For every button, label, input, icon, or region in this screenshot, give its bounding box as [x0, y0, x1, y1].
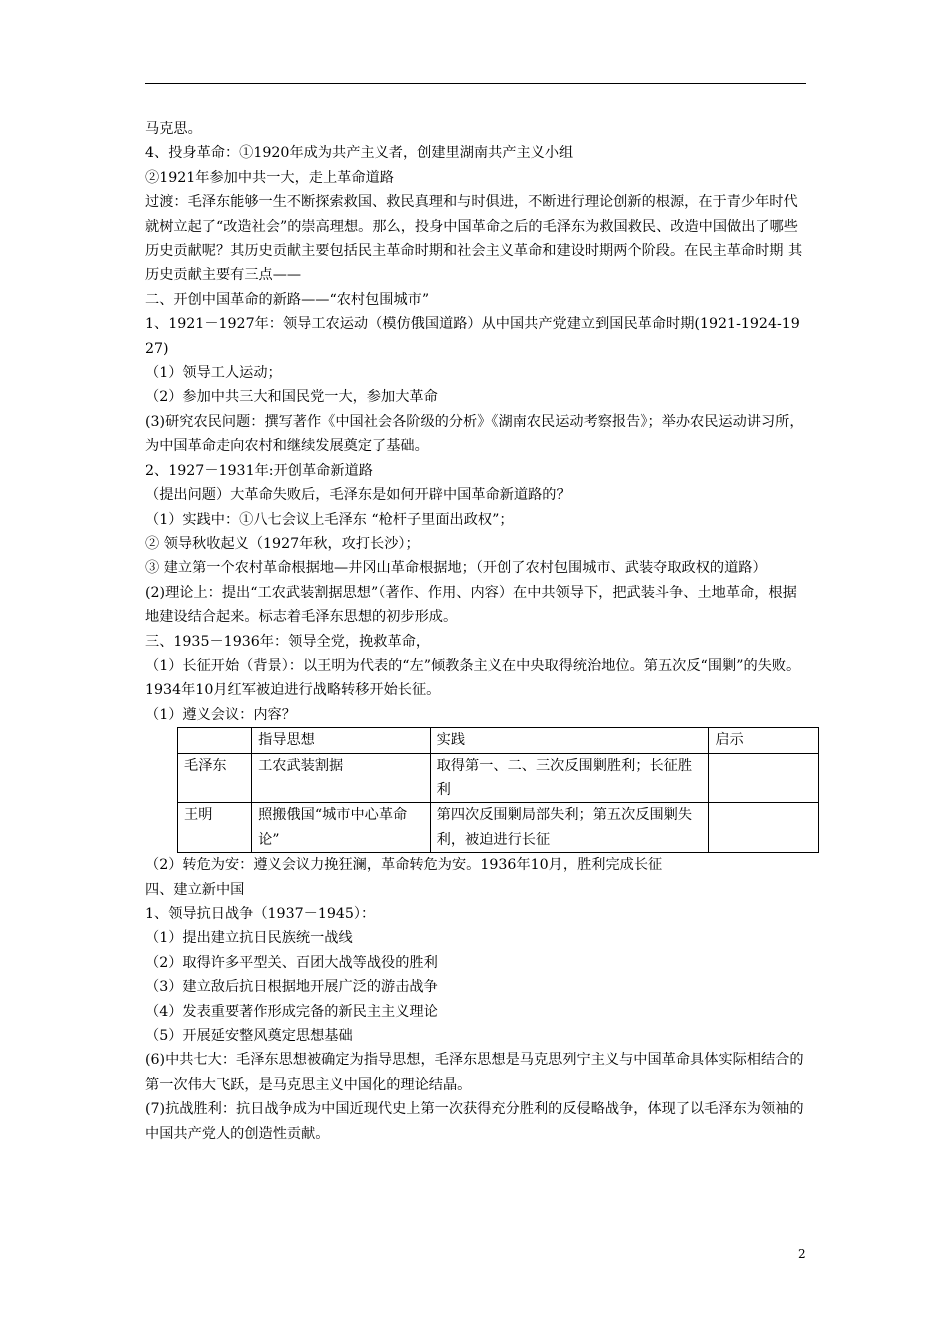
text-line: 1、1921－1927年：领导工农运动（模仿俄国道路）从中国共产党建立到国民革命时期(1921-1924-1927) — [145, 316, 800, 357]
table-header-row — [178, 728, 819, 753]
table-header-cell: 实践 — [430, 728, 709, 753]
page-number: 2 — [798, 1247, 806, 1261]
table-row — [178, 753, 819, 803]
text-line: （1）实践中：①八七会议上毛泽东 “枪杆子里面出政权”； — [145, 511, 514, 528]
text-line: （2）取得许多平型关、百团大战等战役的胜利 — [145, 954, 438, 971]
section-heading: 三、1935－1936年：领导全党，挽救革命， — [145, 633, 431, 650]
table-header-cell: 指导思想 — [252, 728, 431, 753]
text-line: （1）遵义会议：内容？ — [145, 706, 296, 723]
section-heading: 四、建立新中国 — [145, 881, 245, 898]
text-line: （1）长征开始（背景）：以王明为代表的“左”倾教条主义在中央取得统治地位。第五次反“围剿”的失败。1934年10月红军被迫进行战略转移开始长征。 — [145, 657, 801, 699]
text-line: （2）参加中共三大和国民党一大，参加大革命 — [145, 389, 438, 406]
table-cell — [709, 803, 819, 853]
text-line: （2）转危为安：遵义会议力挽狂澜，革命转危为安。1936年10月，胜利完成长征 — [145, 857, 663, 874]
table-cell: 取得第一、二、三次反围剿胜利；长征胜利 — [430, 753, 709, 803]
text-line: (7)抗战胜利：抗日战争成为中国近现代史上第一次获得充分胜利的反侵略战争，体现了以毛泽东为领袖的中国共产党人的创造性贡献。 — [145, 1101, 804, 1142]
text-line: ② 领导秋收起义（1927年秋，攻打长沙）； — [145, 535, 420, 552]
table-header-cell — [178, 728, 252, 753]
text-line: (3)研究农民问题：撰写著作《中国社会各阶级的分析》《湖南农民运动考察报告》；举办农民运动讲习所，为中国革命走向农村和继续发展奠定了基础。 — [145, 413, 804, 455]
document-body — [145, 117, 807, 1146]
text-line: （3）建立敌后抗日根据地开展广泛的游击战争 — [145, 979, 438, 996]
text-line: 1、领导抗日战争（1937－1945）： — [145, 906, 376, 922]
table-cell: 毛泽东 — [178, 753, 252, 803]
text-line: 马克思。 — [145, 121, 202, 137]
section-heading: 二、开创中国革命的新路——“农村包围城市” — [145, 291, 430, 308]
text-line: (6)中共七大：毛泽东思想被确定为指导思想，毛泽东思想是马克思列宁主义与中国革命具体实际相结合的第一次伟大飞跃，是马克思主义中国化的理论结晶。 — [145, 1052, 804, 1093]
table-cell: 第四次反围剿局部失利；第五次反围剿失利，被迫进行长征 — [430, 803, 709, 853]
text-line: （4）发表重要著作形成完备的新民主主义理论 — [145, 1003, 438, 1020]
text-line: ③ 建立第一个农村革命根据地—井冈山革命根据地；（开创了农村包围城市、武装夺取政权的道路） — [145, 560, 767, 577]
text-line: 2、1927－1931年:开创革命新道路 — [145, 462, 373, 479]
text-line: 4、投身革命：①1920年成为共产主义者，创建里湖南共产主义小组 — [145, 145, 574, 162]
table-cell: 王明 — [178, 803, 252, 853]
header-rule — [145, 83, 806, 84]
table-cell: 工农武装割据 — [252, 753, 431, 803]
text-line: （1）领导工人运动； — [145, 365, 282, 382]
text-line: （1）提出建立抗日民族统一战线 — [145, 930, 353, 947]
text-line: (2)理论上：提出“工农武装割据思想”（著作、作用、内容）在中共领导下，把武装斗争、土地革命，根据地建设结合起来。标志着毛泽东思想的初步形成。 — [145, 584, 797, 626]
comparison-table — [177, 727, 819, 853]
text-line: （5）开展延安整风奠定思想基础 — [145, 1028, 353, 1045]
table-header-cell: 启示 — [709, 728, 819, 753]
transition-paragraph: 过渡：毛泽东能够一生不断探索救国、救民真理和与时俱进，不断进行理论创新的根源，在于青少年时代就树立起了“改造社会”的崇高理想。那么，投身中国革命之后的毛泽东为救国救民、改造中国做出了哪些历史贡献呢？其历史贡献主要包括民主革命时期和社会主义革命和建设时期两个阶段。在民主革命时期 其历史贡献主要有三点—— — [145, 194, 803, 284]
text-line: ②1921年参加中共一大，走上革命道路 — [145, 169, 394, 186]
table-cell — [709, 753, 819, 803]
table-cell: 照搬俄国“城市中心革命论” — [252, 803, 431, 853]
table-row — [178, 803, 819, 853]
text-line: （提出问题）大革命失败后，毛泽东是如何开辟中国革命新道路的？ — [145, 487, 571, 504]
